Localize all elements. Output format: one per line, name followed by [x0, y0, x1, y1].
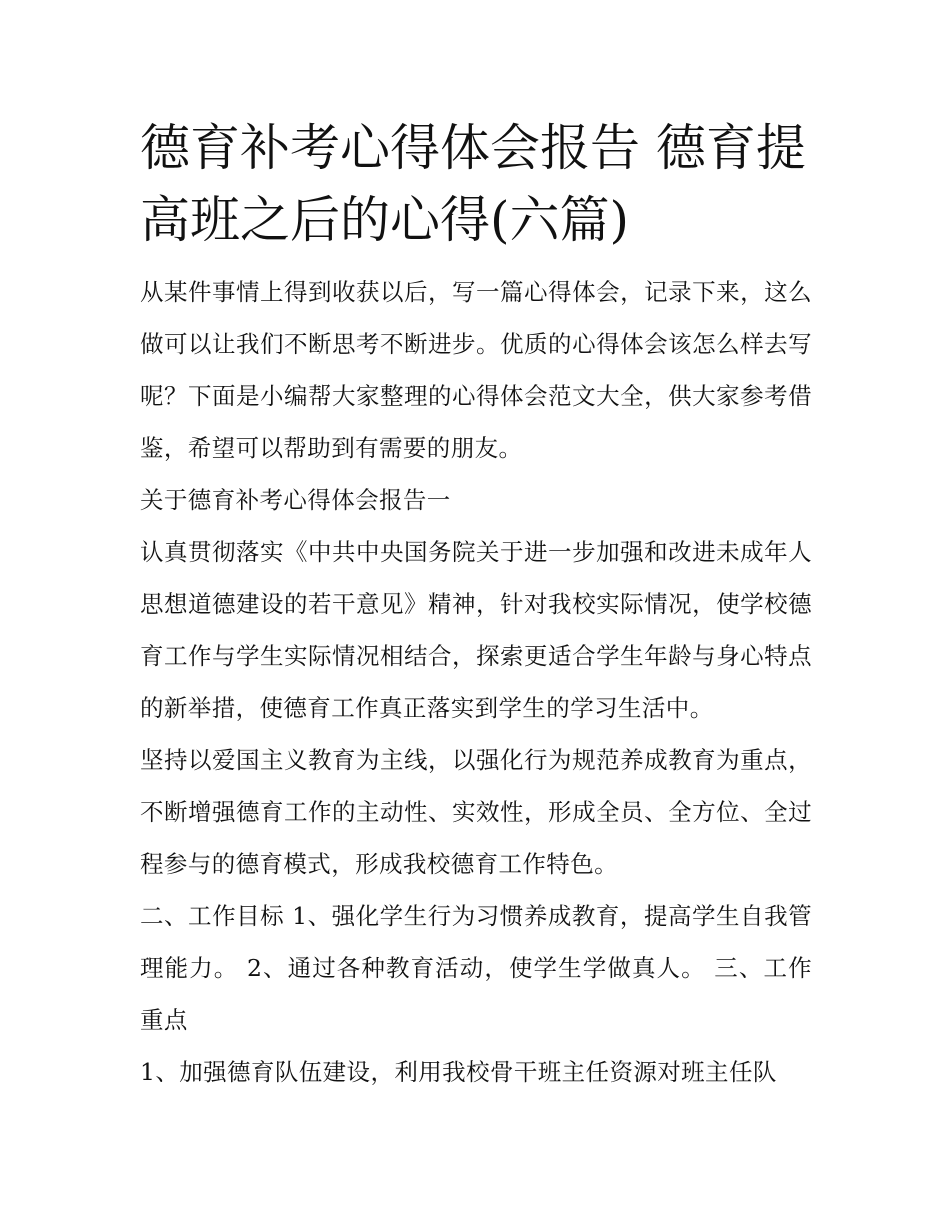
section-heading: 关于德育补考心得体会报告一 [140, 486, 451, 514]
list-item: 1、加强德育队伍建设，利用我校骨干班主任资源对班主任队 [140, 1058, 777, 1086]
body-paragraph: 认真贯彻落实《中共中央国务院关于进一步加强和改进未成年人思想道德建设的若干意见》精神，针对我校实际情况，使学校德育工作与学生实际情况相结合，探索更适合学生年龄与身心特点的新举措，使德育工作真正落实到学生的学习生活中。 [140, 538, 812, 722]
document-title: 德育补考心得体会报告 德育提高班之后的心得(六篇) [140, 119, 806, 249]
body-paragraph: 坚持以爱国主义教育为主线，以强化行为规范养成教育为重点，不断增强德育工作的主动性、实效性，形成全员、全方位、全过程参与的德育模式，形成我校德育工作特色。 [140, 746, 812, 878]
intro-paragraph: 从某件事情上得到收获以后，写一篇心得体会，记录下来，这么做可以让我们不断思考不断进步。优质的心得体会该怎么样去写呢？下面是小编帮大家整理的心得体会范文大全，供大家参考借鉴，希望可以帮助到有需要的朋友。 [140, 278, 812, 462]
document-body [140, 112, 812, 1098]
goals-paragraph: 二、工作目标 1、强化学生行为习惯养成教育，提高学生自我管理能力。 2、通过各种教育活动，使学生学做真人。 三、工作重点 [140, 902, 812, 1034]
